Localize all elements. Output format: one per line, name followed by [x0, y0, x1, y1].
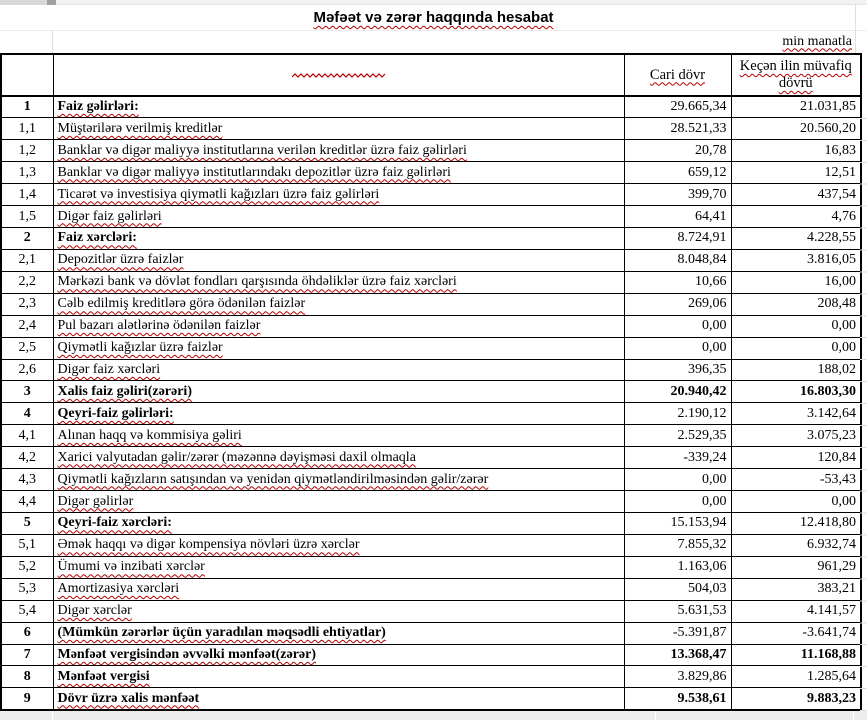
row-description: Qeyri-faiz xərcləri:: [57, 515, 172, 531]
row-number-cell[interactable]: 2,3: [1, 293, 53, 315]
col-header-previous-period[interactable]: Keçən ilin müvafiq dövrü: [731, 54, 861, 96]
table-row: [1, 644, 861, 666]
previous-period-value-cell[interactable]: 961,29: [731, 556, 861, 578]
current-period-value-cell[interactable]: 3.829,86: [624, 666, 731, 688]
row-description-cell[interactable]: [53, 140, 624, 162]
row-description: (Mümkün zərərlər üçün yaradılan məqsədli ehtiyatlar): [57, 625, 386, 641]
table-row: [1, 688, 861, 710]
row-description: Digər gəlirlər: [57, 493, 134, 509]
table-row: [1, 666, 861, 688]
row-description-cell[interactable]: [53, 447, 624, 469]
current-period-value-cell[interactable]: 2.529,35: [624, 425, 731, 447]
row-description: Digər faiz gəlirləri: [57, 208, 162, 224]
previous-period-value-cell[interactable]: 437,54: [731, 184, 861, 206]
current-period-value-cell[interactable]: 28.521,33: [624, 118, 731, 140]
previous-period-value-cell[interactable]: 9.883,23: [731, 688, 861, 710]
current-period-value-cell[interactable]: 7.855,32: [624, 534, 731, 556]
current-period-value-cell[interactable]: 0,00: [624, 491, 731, 513]
current-period-value-cell[interactable]: 5.631,53: [624, 600, 731, 622]
row-description: Xarici valyutadan gəlir/zərər (məzənnə dəyişməsi daxil olmaqla: [57, 449, 416, 465]
row-description-cell[interactable]: [53, 556, 624, 578]
table-row: [1, 228, 861, 250]
row-description-cell[interactable]: [53, 513, 624, 535]
current-period-value-cell[interactable]: 399,70: [624, 184, 731, 206]
row-description-cell[interactable]: [53, 293, 624, 315]
row-description: Depozitlər üzrə faizlər: [57, 252, 184, 268]
current-period-value-cell[interactable]: -5.391,87: [624, 622, 731, 644]
row-number-cell[interactable]: 2,1: [1, 249, 53, 271]
col-header-current-period[interactable]: Cari dövr: [624, 54, 731, 96]
row-description-cell[interactable]: [53, 118, 624, 140]
table-row: [1, 556, 861, 578]
previous-period-value-cell[interactable]: 0,00: [731, 337, 861, 359]
row-description-cell[interactable]: [53, 315, 624, 337]
sheet-grid-sliver: [860, 97, 867, 711]
row-number-cell[interactable]: 2,4: [1, 315, 53, 337]
row-number-cell[interactable]: 1,2: [1, 140, 53, 162]
table-row: [1, 513, 861, 535]
current-period-value-cell[interactable]: 9.538,61: [624, 688, 731, 710]
row-description-cell[interactable]: [53, 271, 624, 293]
row-description: Digər xərclər: [57, 603, 132, 619]
row-description-cell[interactable]: [53, 184, 624, 206]
row-number-cell[interactable]: 1,3: [1, 162, 53, 184]
current-period-value-cell[interactable]: 659,12: [624, 162, 731, 184]
row-number-cell[interactable]: 3: [1, 381, 53, 403]
row-number-cell[interactable]: 2,5: [1, 337, 53, 359]
gridline: [655, 711, 656, 720]
row-number-cell[interactable]: 1,4: [1, 184, 53, 206]
row-number-cell[interactable]: 2: [1, 228, 53, 250]
row-description: Cəlb edilmiş kreditlərə görə ödənilən faizlər: [57, 296, 306, 312]
table-row: [1, 140, 861, 162]
row-description-cell[interactable]: [53, 666, 624, 688]
row-number-cell[interactable]: 1,1: [1, 118, 53, 140]
current-period-value-cell[interactable]: 269,06: [624, 293, 731, 315]
table-row: [1, 622, 861, 644]
row-description: Banklar və digər maliyyə institutlarındakı depozitlər üzrə faiz gəlirləri: [57, 164, 451, 180]
table-row: [1, 359, 861, 381]
row-number-cell[interactable]: 4,3: [1, 469, 53, 491]
unit-note: min manatla: [782, 33, 852, 49]
previous-period-value-cell[interactable]: 4.141,57: [731, 600, 861, 622]
current-period-value-cell[interactable]: 504,03: [624, 578, 731, 600]
row-description: Mənfəət vergisindən əvvəlki mənfəət(zərər): [57, 647, 316, 662]
current-period-value-cell[interactable]: 1.163,06: [624, 556, 731, 578]
table-row: [1, 162, 861, 184]
previous-period-value-cell[interactable]: 21.031,85: [731, 96, 861, 118]
row-number-cell[interactable]: 4,2: [1, 447, 53, 469]
current-period-value-cell[interactable]: 8.048,84: [624, 249, 731, 271]
row-number-cell[interactable]: 8: [1, 666, 53, 688]
previous-period-value-cell[interactable]: 11.168,88: [731, 644, 861, 666]
row-description: Əmək haqqı və digər kompensiya növləri üzrə xərclər: [57, 537, 360, 553]
row-description: Ticarət və investisiya qiymətli kağızları üzrə faiz gəlirləri: [57, 186, 380, 202]
table-row: [1, 293, 861, 315]
row-description-cell[interactable]: [53, 425, 624, 447]
row-description: Mənfəət vergisi: [57, 668, 150, 684]
row-description-cell[interactable]: [53, 469, 624, 491]
previous-period-value-cell[interactable]: 12,51: [731, 162, 861, 184]
row-description-cell[interactable]: [53, 359, 624, 381]
table-row: [1, 403, 861, 425]
previous-period-value-cell[interactable]: -53,43: [731, 469, 861, 491]
current-period-value-cell[interactable]: 10,66: [624, 271, 731, 293]
row-description-cell[interactable]: [53, 228, 624, 250]
previous-period-value-cell[interactable]: 188,02: [731, 359, 861, 381]
table-row: [1, 184, 861, 206]
table-row: [1, 447, 861, 469]
row-number-cell[interactable]: 5,2: [1, 556, 53, 578]
row-description: Digər faiz xərcləri: [57, 362, 161, 378]
table-row: [1, 425, 861, 447]
table-header-row: [1, 54, 861, 96]
previous-period-value-cell[interactable]: 1.285,64: [731, 666, 861, 688]
row-description: Faiz xərcləri:: [57, 230, 137, 246]
current-period-value-cell[interactable]: -339,24: [624, 447, 731, 469]
row-number-cell[interactable]: 6: [1, 622, 53, 644]
previous-period-value-cell[interactable]: 6.932,74: [731, 534, 861, 556]
current-period-value-cell[interactable]: 29.665,34: [624, 96, 731, 118]
col-header-description[interactable]: [53, 54, 624, 96]
current-period-value-cell[interactable]: 8.724,91: [624, 228, 731, 250]
current-period-value-cell[interactable]: 15.153,94: [624, 513, 731, 535]
row-number-cell[interactable]: 5,3: [1, 578, 53, 600]
row-description: Banklar və digər maliyyə institutlarına verilən kreditlər üzrə faiz gəlirləri: [57, 142, 467, 158]
row-description-cell[interactable]: [53, 578, 624, 600]
row-description-cell[interactable]: [53, 96, 624, 118]
row-description: Faiz gəlirləri:: [57, 99, 139, 115]
table-row: [1, 491, 861, 513]
row-number-cell[interactable]: 7: [1, 644, 53, 666]
row-description: Alınan haqq və kommisiya gəliri: [57, 427, 242, 443]
row-number-cell[interactable]: 2,2: [1, 271, 53, 293]
previous-period-value-cell[interactable]: 383,21: [731, 578, 861, 600]
table-row: [1, 271, 861, 293]
previous-period-value-cell[interactable]: 3.816,05: [731, 249, 861, 271]
current-period-value-cell[interactable]: 20.940,42: [624, 381, 731, 403]
row-description-cell[interactable]: [53, 206, 624, 228]
table-row: [1, 534, 861, 556]
gridline: [853, 711, 854, 720]
table-row: [1, 118, 861, 140]
row-description: Mərkəzi bank və dövlət fondları qarşısında öhdəliklər üzrə faiz xərcləri: [57, 274, 457, 290]
unit-note-cell[interactable]: [0, 30, 860, 53]
row-description: Amortizasiya xərcləri: [57, 581, 180, 597]
row-description-cell[interactable]: [53, 622, 624, 644]
table-row: [1, 381, 861, 403]
row-description: Qeyri-faiz gəlirləri:: [57, 405, 174, 421]
row-number-cell[interactable]: 5,4: [1, 600, 53, 622]
row-description: Qiymətli kağızlar üzrə faizlər: [57, 340, 223, 356]
row-description-cell[interactable]: [53, 162, 624, 184]
previous-period-value-cell[interactable]: 16,00: [731, 271, 861, 293]
current-period-value-cell[interactable]: 0,00: [624, 337, 731, 359]
row-description-cell[interactable]: [53, 600, 624, 622]
row-number-cell[interactable]: 4,4: [1, 491, 53, 513]
table-row: [1, 469, 861, 491]
previous-period-value-cell[interactable]: 4.228,55: [731, 228, 861, 250]
previous-period-value-cell[interactable]: 20.560,20: [731, 118, 861, 140]
gridline: [52, 711, 53, 720]
row-number-cell[interactable]: 5: [1, 513, 53, 535]
row-number-cell[interactable]: 5,1: [1, 534, 53, 556]
current-period-value-cell[interactable]: 64,41: [624, 206, 731, 228]
row-description-cell[interactable]: [53, 491, 624, 513]
current-period-value-cell[interactable]: 0,00: [624, 469, 731, 491]
current-period-value-cell[interactable]: 0,00: [624, 315, 731, 337]
current-period-value-cell[interactable]: 396,35: [624, 359, 731, 381]
report-title: Məfəət və zərər haqqında hesabat: [313, 9, 554, 26]
previous-period-value-cell[interactable]: 12.418,80: [731, 513, 861, 535]
table-row: [1, 600, 861, 622]
profit-loss-table: [0, 53, 862, 711]
row-description: Xalis faiz gəliri(zərəri): [57, 383, 192, 399]
row-description: Pul bazarı alətlərinə ödənilən faizlər: [57, 318, 261, 334]
spellcheck-squiggle-icon: [292, 73, 386, 78]
previous-period-value-cell[interactable]: 120,84: [731, 447, 861, 469]
table-row: [1, 578, 861, 600]
row-description-cell[interactable]: [53, 337, 624, 359]
current-period-value-cell[interactable]: 20,78: [624, 140, 731, 162]
previous-period-value-cell[interactable]: -3.641,74: [731, 622, 861, 644]
table-row: [1, 206, 861, 228]
row-number-cell[interactable]: 1,5: [1, 206, 53, 228]
bottom-chrome-strip: [0, 711, 867, 720]
previous-period-value-cell[interactable]: 16.803,30: [731, 381, 861, 403]
row-description-cell[interactable]: [53, 381, 624, 403]
row-number-cell[interactable]: 4: [1, 403, 53, 425]
previous-period-value-cell[interactable]: 3.075,23: [731, 425, 861, 447]
row-description-cell[interactable]: [53, 249, 624, 271]
previous-period-value-cell[interactable]: 0,00: [731, 315, 861, 337]
current-period-value-cell[interactable]: 2.190,12: [624, 403, 731, 425]
row-description-cell[interactable]: [53, 688, 624, 710]
col-header-number[interactable]: [1, 54, 53, 96]
table-row: [1, 249, 861, 271]
previous-period-value-cell[interactable]: 16,83: [731, 140, 861, 162]
previous-period-value-cell[interactable]: 0,00: [731, 491, 861, 513]
previous-period-value-cell[interactable]: 208,48: [731, 293, 861, 315]
row-description-cell[interactable]: [53, 644, 624, 666]
previous-period-value-cell[interactable]: 3.142,64: [731, 403, 861, 425]
report-title-cell[interactable]: [0, 5, 867, 30]
row-number-cell[interactable]: 4,1: [1, 425, 53, 447]
current-period-value-cell[interactable]: 13.368,47: [624, 644, 731, 666]
row-number-cell[interactable]: 2,6: [1, 359, 53, 381]
previous-period-value-cell[interactable]: 4,76: [731, 206, 861, 228]
row-description: Qiymətli kağızların satışından və yenidən qiymətləndirilməsindən gəlir/zərər: [57, 471, 489, 487]
row-description: Dövr üzrə xalis mənfəət: [57, 690, 200, 706]
table-row: [1, 337, 861, 359]
table-row: [1, 315, 861, 337]
table-row: [1, 96, 861, 118]
row-number-cell[interactable]: 1: [1, 96, 53, 118]
row-description: Müştərilərə verilmiş kreditlər: [57, 120, 223, 136]
row-description-cell[interactable]: [53, 403, 624, 425]
row-description-cell[interactable]: [53, 534, 624, 556]
row-description: Ümumi və inzibati xərclər: [57, 559, 205, 575]
row-number-cell[interactable]: 9: [1, 688, 53, 710]
